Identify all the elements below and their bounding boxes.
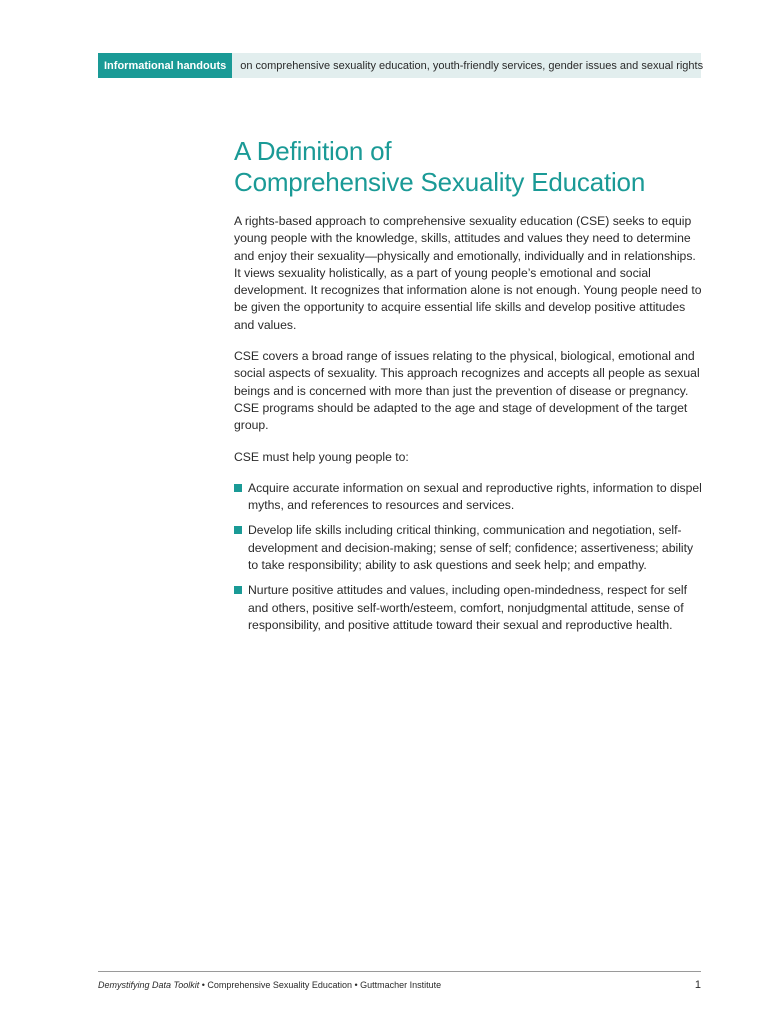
page-title-line-1: A Definition of <box>234 136 392 166</box>
header-tag: Informational handouts <box>98 53 232 78</box>
list-item <box>234 480 702 515</box>
page-title <box>234 136 702 198</box>
footer-org: Guttmacher Institute <box>360 980 442 990</box>
list-item-text: Acquire accurate information on sexual and reproductive rights, information to dispel myths, and references to resources and services. <box>248 480 702 513</box>
footer-topic: Comprehensive Sexuality Education <box>207 980 352 990</box>
footer-separator: • <box>199 980 208 990</box>
footer-credits <box>98 980 441 990</box>
footer-toolkit: Demystifying Data Toolkit <box>98 980 200 990</box>
footer-divider <box>98 971 701 972</box>
intro-paragraph: A rights-based approach to comprehensive sexuality education (CSE) seeks to equip young people with the knowledge, skills, attitudes and values they need to determine and enjoy their sexuality—physically and emotionally, individually and in relationships. It views sexuality holistically, as a part of young people’s emotional and social development. It recognizes that information alone is not enough. Young people need to be given the opportunity to acquire essential life skills and develop positive attitudes and values. <box>234 214 702 332</box>
list-item-text: Nurture positive attitudes and values, including open-mindedness, respect for self and others, positive self-worth/esteem, comfort, nonjudgmental attitude, sense of responsibility, and positive attitude toward their sexual and reproductive health. <box>248 583 687 632</box>
square-bullet-icon <box>234 526 242 534</box>
header-band <box>98 53 704 78</box>
footer-separator: • <box>351 980 361 990</box>
page-title-line-2: Comprehensive Sexuality Education <box>234 167 646 197</box>
scope-paragraph: CSE covers a broad range of issues relating to the physical, biological, emotional and social aspects of sexuality. This approach recognizes and accepts all people as sexual beings and is concerned with more than just the prevention of disease or pregnancy. CSE programs should be adapted to the age and stage of development of the target group. <box>234 349 700 433</box>
square-bullet-icon <box>234 484 242 492</box>
page-number: 1 <box>694 979 701 991</box>
list-item-text: Develop life skills including critical thinking, communication and negotiation, self-development and decision-making; sense of self; confidence; assertiveness; ability to take responsibility; ability to ask questions and seek help; and empathy. <box>248 523 694 573</box>
square-bullet-icon <box>234 586 242 594</box>
list-item <box>234 522 702 574</box>
bullet-list <box>234 480 702 634</box>
header-subtitle: on comprehensive sexuality education, youth-friendly services, gender issues and sexual rights <box>240 59 704 72</box>
main-content <box>234 136 702 642</box>
list-intro: CSE must help young people to: <box>234 449 409 464</box>
footer <box>98 979 701 991</box>
list-item <box>234 582 702 634</box>
